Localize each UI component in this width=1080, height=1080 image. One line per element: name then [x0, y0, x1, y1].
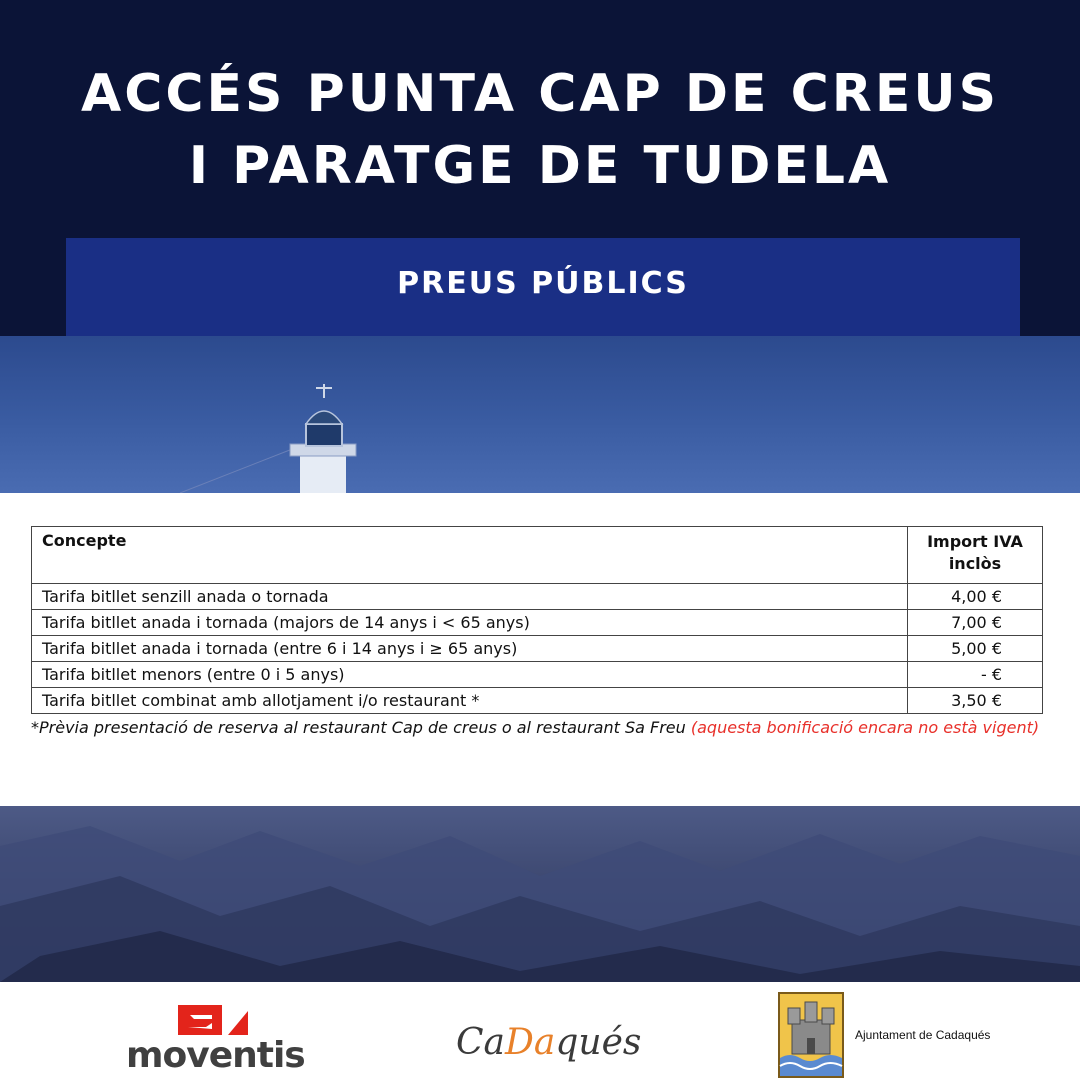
- table-header-row: [32, 527, 1043, 584]
- row-price: 5,00 €: [908, 636, 1043, 662]
- header-banner: [0, 0, 1080, 336]
- coat-of-arms-icon: [778, 992, 844, 1078]
- subtitle: PREUS PÚBLICS: [397, 266, 689, 301]
- moventis-mark-icon: [178, 1005, 248, 1035]
- table-row: [32, 636, 1043, 662]
- row-concept: Tarifa bitllet combinat amb allotjament i/o restaurant *: [32, 688, 908, 714]
- header-import-line-2: inclòs: [948, 554, 1002, 573]
- row-price: 7,00 €: [908, 610, 1043, 636]
- cadaques-logo: [456, 1022, 641, 1063]
- table-row: [32, 688, 1043, 714]
- table-row: [32, 610, 1043, 636]
- subtitle-band: [66, 238, 1020, 336]
- row-price: 3,50 €: [908, 688, 1043, 714]
- row-price: 4,00 €: [908, 584, 1043, 610]
- row-concept: Tarifa bitllet senzill anada o tornada: [32, 584, 908, 610]
- cadaques-logo-part-1: Ca: [456, 1022, 506, 1063]
- header-import: [908, 527, 1043, 584]
- rocks-photo: [0, 806, 1080, 982]
- header-concept: Concepte: [32, 527, 908, 584]
- row-concept: Tarifa bitllet anada i tornada (entre 6 i 14 anys i ≥ 65 anys): [32, 636, 908, 662]
- footnote: [31, 715, 1041, 741]
- cadaques-logo-part-3: qués: [555, 1022, 642, 1063]
- table-row: [32, 662, 1043, 688]
- price-table: [31, 526, 1043, 714]
- lighthouse-icon: [290, 384, 356, 493]
- moventis-logo: [126, 1005, 305, 1080]
- footnote-text: *Prèvia presentació de reserva al restaurant Cap de creus o al restaurant Sa Freu: [31, 718, 686, 737]
- row-concept: Tarifa bitllet anada i tornada (majors de 14 anys i < 65 anys): [32, 610, 908, 636]
- ajuntament-label: Ajuntament de Cadaqués: [855, 1028, 991, 1042]
- page-title: [0, 58, 1080, 202]
- cadaques-logo-part-2: Da: [505, 1022, 556, 1063]
- row-price: - €: [908, 662, 1043, 688]
- rocks-illustration: [0, 806, 1080, 982]
- row-concept: Tarifa bitllet menors (entre 0 i 5 anys): [32, 662, 908, 688]
- title-line-1: ACCÉS PUNTA CAP DE CREUS: [80, 64, 1000, 124]
- footnote-warning: (aquesta bonificació encara no està vigent): [690, 718, 1040, 737]
- lighthouse-illustration: [0, 336, 1080, 493]
- moventis-wordmark: moventis: [126, 1035, 305, 1076]
- lighthouse-photo: [0, 336, 1080, 493]
- header-import-line-1: Import IVA: [927, 532, 1023, 551]
- table-row: [32, 584, 1043, 610]
- title-line-2: I PARATGE DE TUDELA: [188, 136, 892, 196]
